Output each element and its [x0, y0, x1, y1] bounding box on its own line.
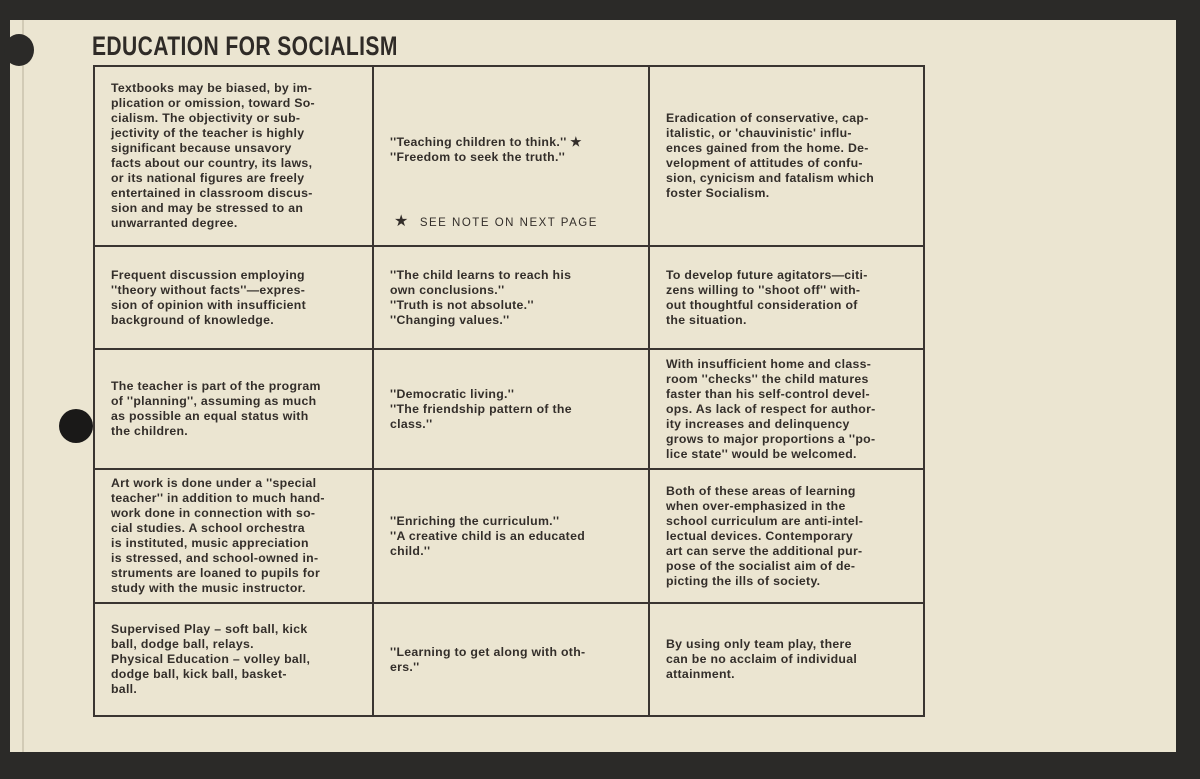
table-cell: Eradication of conservative, cap- italistic, or 'chauvinistic' influ- ences gained from the home. De- velopment of attitudes of confu- sion, cynicism and fatalism which foster Socialism. — [650, 67, 923, 247]
table-cell: By using only team play, there can be no acclaim of individual attainment. — [666, 637, 858, 681]
table-cell: ''Learning to get along with oth- ers.'' — [374, 604, 650, 715]
binding-notch — [4, 34, 34, 66]
footnote — [390, 214, 640, 231]
table-cell: ''Enriching the curriculum.'' ''A creative child is an educated child.'' — [374, 470, 650, 604]
table-cell: With insufficient home and class- room ''checks'' the child matures faster than his self-control devel- ops. As lack of respect for author- ity increases and delinquency grows to major proportions a ''po- lice state'' would be welcomed. — [650, 350, 923, 470]
star-icon: ★ — [394, 213, 410, 230]
table-cell: Art work is done under a ''special teacher'' in addition to much hand- work done in connection with so- cial studies. A school orchestra is instituted, music appreciation is stressed, and school-owned in- struments are loaned to pupils for study with the music instructor. — [95, 470, 374, 604]
table-cell: Supervised Play – soft ball, kick ball, dodge ball, relays. Physical Education – volley ball, dodge ball, kick ball, basket- ball. — [95, 604, 374, 715]
page-title: EDUCATION FOR SOCIALISM — [92, 31, 398, 61]
table-cell: ''Democratic living.'' ''The friendship pattern of the class.'' — [374, 350, 650, 470]
table-cell: Frequent discussion employing ''theory without facts''—expres- sion of opinion with insufficient background of knowledge. — [95, 247, 374, 350]
cell-spacer — [390, 67, 640, 97]
table-cell: Textbooks may be biased, by im- plication or omission, toward So- cialism. The objectivity or sub- jectivity of the teacher is highly significant because unsavory facts about our country, its laws, or its national figures are freely entertained in classroom discus- sion and may be stressed to an unwarranted degree. — [95, 67, 374, 247]
table-cell: ''The child learns to reach his own conclusions.'' ''Truth is not absolute.'' ''Changing values.'' — [374, 247, 650, 350]
fold-line — [22, 20, 24, 752]
table-cell: To develop future agitators—citi- zens willing to ''shoot off'' with- out thoughtful consideration of the situation. — [650, 247, 923, 350]
table-cell: The teacher is part of the program of ''planning'', assuming as much as possible an equal status with the children. — [95, 350, 374, 470]
document-page — [10, 20, 1176, 752]
table-cell — [374, 67, 650, 247]
comparison-table — [93, 65, 925, 717]
footnote-text: SEE NOTE ON NEXT PAGE — [419, 217, 598, 229]
punch-hole — [59, 409, 93, 443]
cell-text: ''Teaching children to think.'' ★ ''Freedom to seek the truth.'' — [390, 134, 582, 164]
table-cell: Both of these areas of learning when over-emphasized in the school curriculum are anti-intel- lectual devices. Contemporary art can serve the additional pur- pose of the socialist aim of de- picting the ills of society. — [650, 470, 923, 604]
